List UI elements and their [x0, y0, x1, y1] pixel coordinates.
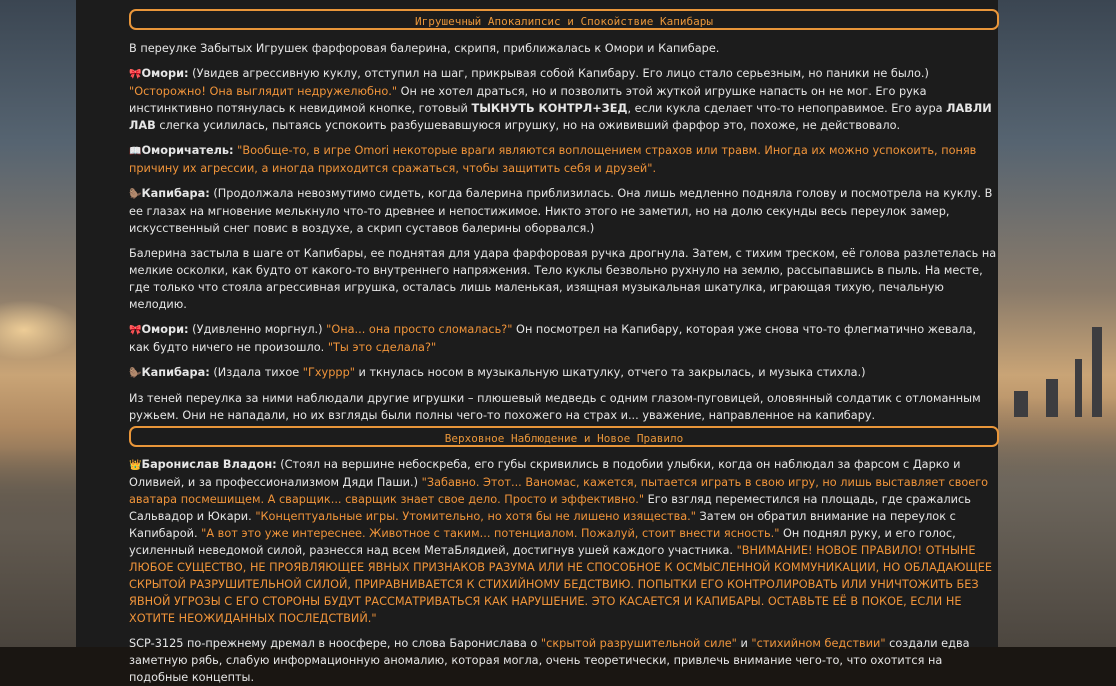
dialogue-paragraph	[129, 321, 999, 356]
speaker-name: Баронислав Владон:	[141, 458, 277, 471]
text-span: , если кукла сделает что-то непоправимое. Его аура	[627, 102, 947, 115]
quote: "А вот это уже интереснее. Животное с таким... потенциалом. Пожалуй, стоит внести ясность."	[201, 527, 780, 540]
ruined-tower	[1014, 391, 1028, 417]
text-span: (Продолжала невозмутимо сидеть, когда балерина приблизилась. Она лишь медленно подняла голову и посмотрела на куклу. В ее глазах на мгновение мелькнуло что-то древнее и непостижимое. Никто этого не заметил, но на долю секунды весь переулок замер, искусственный снег повис в воздухе, а скрип суставов балерины оборвался.)	[129, 187, 993, 235]
text-span: (Удивленно моргнул.)	[188, 323, 327, 336]
speaker-name: Омори:	[141, 323, 189, 336]
speaker-name: Оморичатель:	[141, 144, 234, 157]
text-span: Он не хотел драться, но и позволить этой жуткой игрушке напасть он не мог. Его рука инстинктивно потянулась к невидимой кнопке, готовый	[129, 85, 927, 115]
quote: "Осторожно! Она выглядит недружелюбно."	[129, 85, 398, 98]
speaker-name: Капибара:	[141, 366, 210, 379]
dialogue-paragraph	[129, 456, 999, 627]
text-span: Он посмотрел на Капибару, которая уже снова что-то флегматично жевала, как будто ничего не произошло.	[129, 323, 977, 354]
section-header: Верховное Наблюдение и Новое Правило	[129, 426, 999, 447]
text-span: Его взгляд переместился на площадь, где сражались Сальвадор и Юкари.	[129, 493, 971, 523]
ruined-tower	[1046, 379, 1058, 417]
dialogue-paragraph	[129, 185, 999, 237]
text-span: Затем он обратил внимание на переулок с Капибарой.	[129, 510, 956, 540]
quote: "стихийном бедствии"	[751, 637, 886, 650]
quote: "Вообще-то, в игре Omori некоторые враги являются воплощением страхов или травм. Иногда их можно успокоить, поняв причину их агрессии, а иногда приходится сражаться, чтобы защитить себя и друзей".	[129, 144, 977, 175]
story-content	[129, 0, 999, 686]
quote: "Забавно. Этот... Ваномас, кажется, пытается играть в свою игру, но лишь выставляет своего аватара посмешищем. А сварщик... сварщик знает свое дело. Просто и эффективно."	[129, 476, 989, 506]
ribbon-icon: 🎀	[129, 69, 142, 80]
ground-left	[0, 447, 76, 647]
quote: "скрытой разрушительной силе"	[540, 637, 737, 650]
dialogue-paragraph	[129, 65, 999, 134]
ground-right	[998, 397, 1116, 647]
text-span: создали едва заметную рябь, слабую информационную аномалию, которая могла, очень теоретически, привлечь внимание чего-то, что охотится на подобные концепты.	[129, 637, 970, 684]
capybara-icon: 🦫	[129, 368, 142, 379]
speaker-name: Омори:	[141, 67, 189, 80]
text-span: (Увидев агрессивную куклу, отступил на шаг, прикрывая собой Капибару. Его лицо стало серьезным, но паники не было.)	[188, 67, 929, 80]
bold-term: ЛАВЛИ ЛАВ	[129, 102, 992, 132]
quote: "ВНИМАНИЕ! НОВОЕ ПРАВИЛО! ОТНЫНЕ ЛЮБОЕ СУЩЕСТВО, НЕ ПРОЯВЛЯЮЩЕЕ ЯВНЫХ ПРИЗНАКОВ РАЗУМА ИЛИ НЕ СПОСОБНОЕ К ОСМЫСЛЕННОЙ КОММУНИКАЦИИ, НО ОБЛАДАЮЩЕЕ СКРЫТОЙ РАЗРУШИТЕЛЬНОЙ СИЛОЙ, ПРИРАВНИВАЕТСЯ К СТИХИЙНОМУ БЕДСТВИЮ. ПОПЫТКИ ЕГО КОНТРОЛИРОВАТЬ ИЛИ УНИЧТОЖИТЬ БЕЗ ЯВНОЙ УГРОЗЫ С ЕГО СТОРОНЫ БУДУТ РАССМАТРИВАТЬСЯ КАК НАРУШЕНИЕ. ЭТО КАСАЕТСЯ И КАПИБАРЫ. ОСТАВЬТЕ ЕЁ В ПОКОЕ, ЕСЛИ НЕ ХОТИТЕ НЕОЖИДАННЫХ ПОСЛЕДСТВИЙ."	[129, 544, 993, 625]
ruined-tower	[1092, 327, 1102, 417]
ribbon-icon: 🎀	[129, 325, 142, 336]
text-span: и	[736, 637, 752, 650]
narration-paragraph: Балерина застыла в шаге от Капибары, ее поднятая для удара фарфоровая ручка дрогнула. Затем, с тихим треском, её голова разлетелась на мелкие осколки, как будто от какого-то внутреннего напряжения. Тело куклы безвольно рухнуло на землю, рассыпавшись в пыль. На месте, где только что стояла агрессивная игрушка, осталась лишь маленькая, изящная музыкальная шкатулка, играющая тихую, печальную мелодию.	[129, 247, 997, 311]
dialogue-paragraph	[129, 142, 999, 177]
section-header: Игрушечный Апокалипсис и Спокойствие Капибары	[129, 9, 999, 30]
dialogue-paragraph	[129, 364, 999, 382]
quote: "Ты это сделала?"	[327, 341, 437, 354]
capybara-icon: 🦫	[129, 189, 142, 200]
text-span: (Издала тихое	[209, 366, 303, 379]
quote: "Концептуальные игры. Утомительно, но хотя бы не лишено изящества."	[255, 510, 696, 523]
text-span: Он поднял руку, и его голос, усиленный неведомой силой, разнесся над всем МетаБлядией, достигнув ушей каждого участника.	[129, 527, 956, 557]
text-span: (Стоял на вершине небоскреба, его губы скривились в подобии улыбки, когда он наблюдал за фарсом с Дарко и Оливией, и за профессионализмом Дяди Паши.)	[129, 458, 961, 489]
crown-icon: 👑	[129, 460, 142, 471]
text-span: и ткнулась носом в музыкальную шкатулку, отчего та закрылась, и музыка стихла.)	[354, 366, 866, 379]
bold-term: ТЫКНУТЬ КОНТРЛ+ЗЕД	[471, 102, 628, 115]
narration-paragraph: В переулке Забытых Игрушек фарфоровая балерина, скрипя, приближалась к Омори и Капибаре.	[129, 42, 720, 55]
narration-paragraph	[129, 635, 999, 686]
speaker-name: Капибара:	[141, 187, 210, 200]
text-span: слегка усилилась, пытаясь успокоить разбушевавшуюся игрушку, но на ожививший фарфор это, похоже, не действовало.	[155, 119, 901, 132]
quote: "Гхуррр"	[302, 366, 355, 379]
narration-paragraph: Из теней переулка за ними наблюдали другие игрушки – плюшевый медведь с одним глазом-пуговицей, оловянный солдатик с отломанным ружьем. Они не нападали, но их взгляды были полны чего-то похожего на страх и... уважение, направленное на капибару.	[129, 392, 981, 422]
ruined-tower	[1075, 359, 1082, 417]
text-span: SCP-3125 по-прежнему дремал в ноосфере, но слова Баронислава о	[129, 637, 541, 650]
book-icon: 📖	[129, 146, 142, 157]
sun-glow	[0, 300, 80, 360]
quote: "Она... она просто сломалась?"	[326, 323, 513, 336]
